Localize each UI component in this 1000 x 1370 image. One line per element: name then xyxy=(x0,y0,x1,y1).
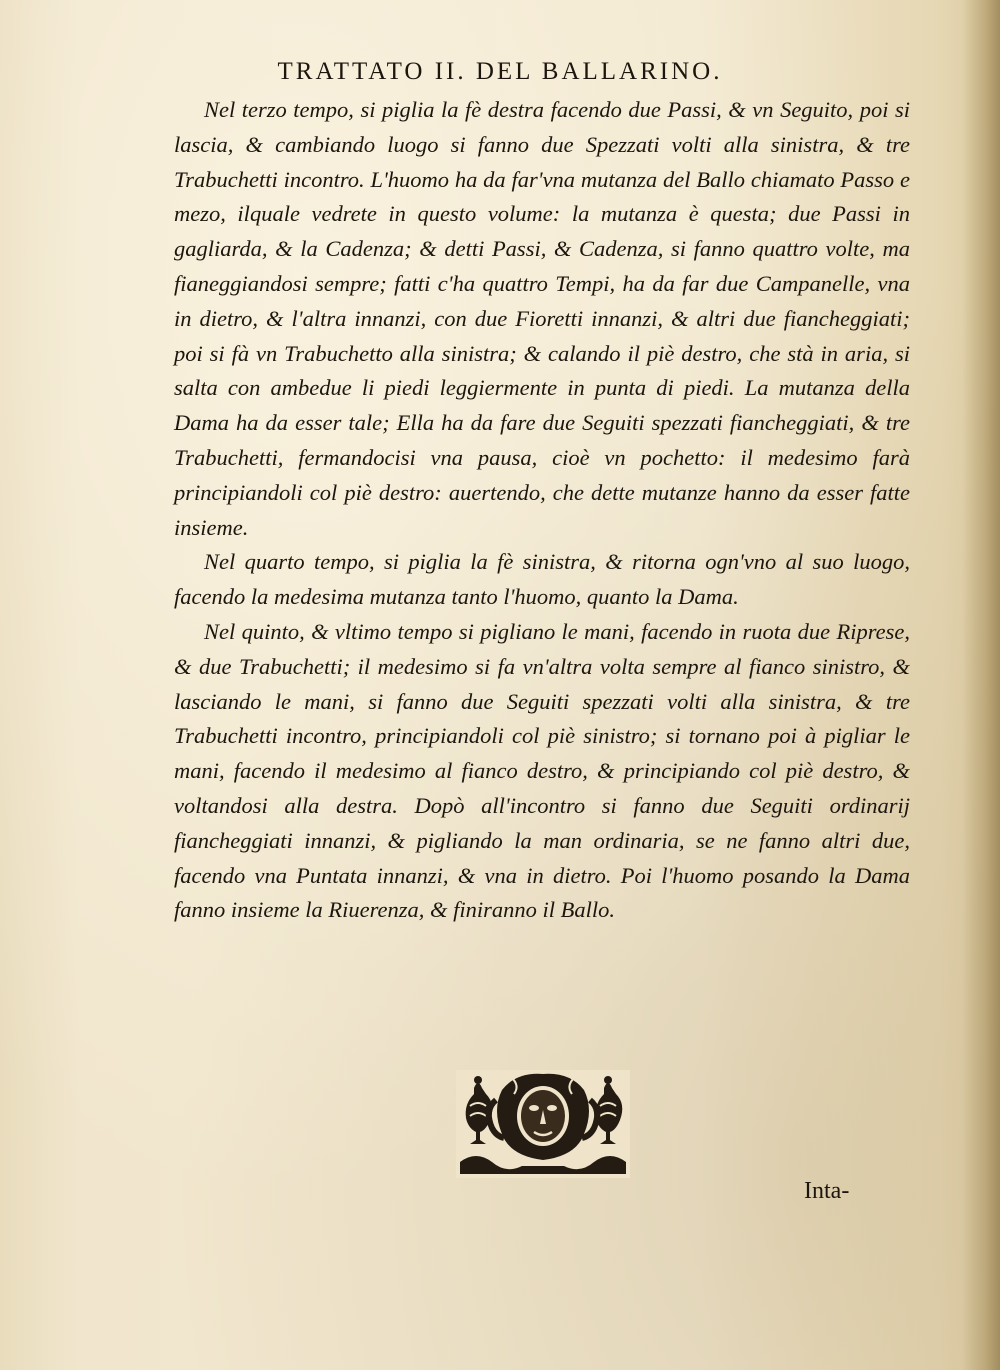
page-edge-shadow xyxy=(962,0,1000,1370)
paragraph-quarto-tempo: Nel quarto tempo, si piglia la fè sinistra, & ritorna ogn'vno al suo luogo, facendo la medesima mutanza tanto l'huomo, quanto la Dama. xyxy=(174,549,910,610)
woodcut-mask-and-urns-ornament-icon xyxy=(456,1070,630,1178)
body-text xyxy=(174,93,910,928)
running-head: TRATTATO II. DEL BALLARINO. xyxy=(277,58,723,85)
paragraph-terzo-tempo: Nel terzo tempo, si piglia la fè destra facendo due Passi, & vn Seguito, poi si lascia, & cambiando luogo si fanno due Spezzati volti alla sinistra, & tre Trabuchetti incontro. L'huomo ha da far'vna mutanza del Ballo chiamato Passo e mezo, ilquale vedrete in questo volume: la mutanza è questa; due Passi in gagliarda, & la Cadenza; & detti Passi, & Cadenza, si fanno quattro volte, ma fianeggiandosi sempre; fatti c'ha quattro Tempi, ha da far due Campanelle, vna in dietro, & l'altra innanzi, con due Fioretti innanzi, & altri due fiancheggiati; poi si fà vn Trabuchetto alla sinistra; & calando il piè destro, che stà in aria, si salta con ambedue li piedi leggiermente in punta di piedi. La mutanza della Dama ha da esser tale; Ella ha da fare due Seguiti spezzati fiancheggiati, & tre Trabuchetti, fermandocisi vna pausa, cioè vn pochetto: il medesimo farà principiandoli col piè destro: auertendo, che dette mutanze hanno da esser fatte insieme. xyxy=(174,97,910,540)
catchword: Inta- xyxy=(804,1178,850,1204)
paragraph-quinto-tempo: Nel quinto, & vltimo tempo si pigliano le mani, facendo in ruota due Riprese, & due Trabuchetti; il medesimo si fa vn'altra volta sempre al fianco sinistro, & lasciando le mani, si fanno due Seguiti spezzati volti alla sinistra, & tre Trabuchetti incontro, principiandoli col piè sinistro; si tornano poi à pigliar le mani, facendo il medesimo al fianco destro, & principiando col piè destro, & voltandosi alla destra. Dopò all'incontro si fanno due Seguiti ordinarij fiancheggiati innanzi, & pigliando la man ordinaria, se ne fanno altri due, facendo vna Puntata innanzi, & vna in dietro. Poi l'huomo posando la Dama fanno insieme la Riuerenza, & finiranno il Ballo. xyxy=(174,618,910,923)
